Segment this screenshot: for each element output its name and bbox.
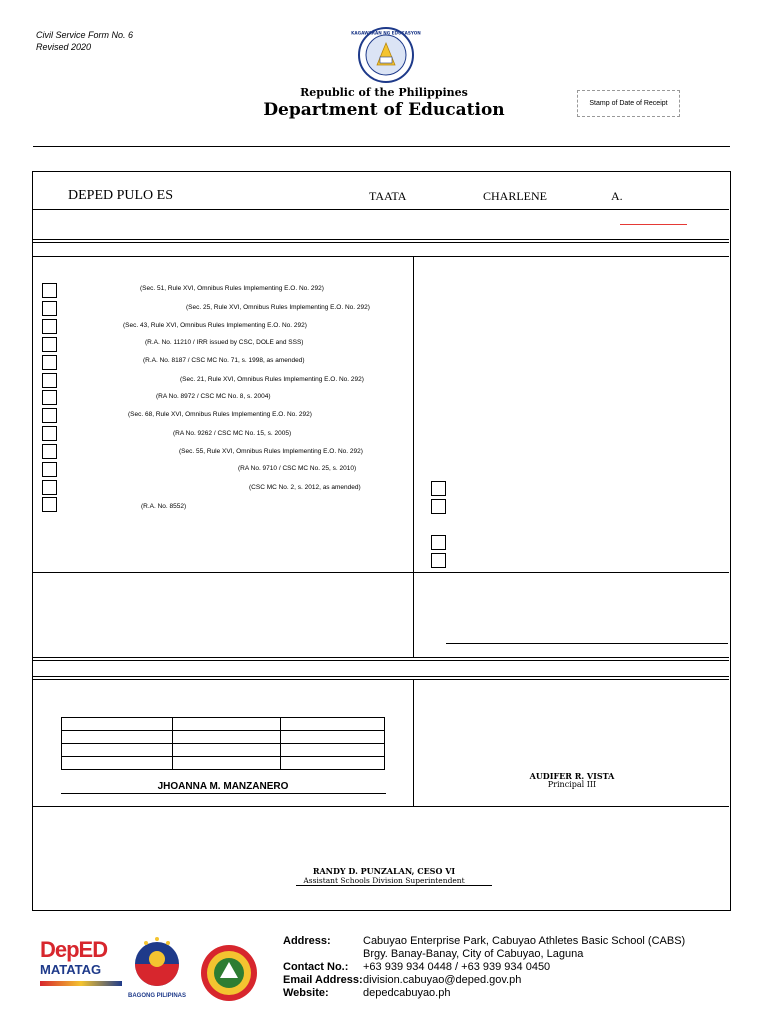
- leave-detail-checkbox[interactable]: [431, 535, 446, 550]
- row-divider: [33, 209, 729, 210]
- leave-type-checkbox[interactable]: [42, 337, 57, 352]
- table-cell: [62, 744, 173, 757]
- salary-underline: [620, 224, 687, 225]
- deped-logo-text: DepED: [40, 937, 108, 962]
- asds-signature-line: [296, 885, 492, 886]
- row-divider: [33, 242, 729, 243]
- email-link[interactable]: division.cabuyao@deped.gov.ph: [363, 974, 522, 986]
- hr-signature-line: [61, 793, 386, 794]
- leave-type-checkbox[interactable]: [42, 373, 57, 388]
- row-divider: [33, 572, 729, 573]
- address-label: Address:: [283, 935, 331, 947]
- revised-text: Revised 2020: [36, 42, 92, 52]
- form-number: [36, 29, 133, 53]
- contact-value: +63 939 934 0448 / +63 939 934 0450: [363, 961, 551, 973]
- asds-title: Assistant Schools Division Superintendent: [303, 876, 465, 885]
- table-cell: [281, 718, 385, 731]
- table-cell: [281, 731, 385, 744]
- table-cell: [281, 744, 385, 757]
- leave-type-checkbox[interactable]: [42, 426, 57, 441]
- address-line-1: Cabuyao Enterprise Park, Cabuyao Athletes Basic School (CABS): [363, 935, 686, 947]
- office-value: DEPED PULO ES: [68, 188, 174, 203]
- table-cell: [62, 718, 173, 731]
- row-divider: [33, 239, 729, 240]
- principal-title: Principal III: [547, 780, 597, 789]
- leave-detail-checkbox[interactable]: [431, 481, 446, 496]
- leave-legal-ref: (R.A. No. 8552): [141, 503, 187, 510]
- receipt-stamp-box: [577, 90, 680, 117]
- form-no-text: Civil Service Form No. 6: [36, 30, 134, 40]
- header-divider: [33, 146, 730, 147]
- leave-type-checkbox[interactable]: [42, 355, 57, 370]
- applicant-signature-line: [446, 643, 728, 644]
- deped-matatag-logo: [40, 938, 126, 998]
- leave-legal-ref: (RA No. 8972 / CSC MC No. 8, s. 2004): [156, 393, 271, 400]
- row-divider: [33, 660, 729, 661]
- middle-initial-value: A.: [611, 189, 623, 203]
- department-heading: Department of Education: [263, 100, 505, 120]
- leave-legal-ref: (RA No. 9710 / CSC MC No. 25, s. 2010): [238, 465, 357, 472]
- leave-legal-ref: (R.A. No. 8187 / CSC MC No. 71, s. 1998, as amended): [143, 357, 305, 364]
- table-cell: [62, 757, 173, 770]
- leave-credits-table: [61, 717, 385, 770]
- deped-seal-icon: [344, 27, 428, 83]
- leave-legal-ref: (Sec. 43, Rule XVI, Omnibus Rules Implementing E.O. No. 292): [123, 322, 307, 329]
- leave-legal-ref: (Sec. 21, Rule XVI, Omnibus Rules Implementing E.O. No. 292): [180, 376, 364, 383]
- asds-name: RANDY D. PUNZALAN, CESO VI: [312, 866, 456, 876]
- bagong-pilipinas-logo: [124, 934, 190, 1002]
- leave-type-checkbox[interactable]: [42, 462, 57, 477]
- matatag-logo-text: MATATAG: [40, 962, 102, 977]
- row-divider: [33, 256, 729, 257]
- contact-label: Contact No.:: [283, 961, 349, 973]
- table-cell: [173, 718, 281, 731]
- leave-detail-checkbox[interactable]: [431, 499, 446, 514]
- seal-lettering: KAGAWARAN NG EDUKASYON: [351, 30, 421, 36]
- leave-detail-checkbox[interactable]: [431, 553, 446, 568]
- republic-heading: Republic of the Philippines: [300, 86, 468, 99]
- row-divider: [33, 657, 729, 658]
- leave-type-checkbox[interactable]: [42, 301, 57, 316]
- leave-type-checkbox[interactable]: [42, 283, 57, 298]
- stamp-label: Stamp of Date of Receipt: [589, 100, 668, 107]
- leave-type-checkbox[interactable]: [42, 497, 57, 512]
- last-name-value: TAATA: [369, 189, 407, 203]
- bagong-logo-text: BAGONG PILIPINAS: [127, 993, 186, 999]
- leave-legal-ref: (Sec. 68, Rule XVI, Omnibus Rules Implementing E.O. No. 292): [128, 411, 312, 418]
- leave-form: [32, 171, 731, 911]
- leave-type-checkbox[interactable]: [42, 319, 57, 334]
- division-seal-icon: [200, 944, 258, 1002]
- leave-type-checkbox[interactable]: [42, 390, 57, 405]
- hr-officer-name: JHOANNA M. MANZANERO: [157, 781, 289, 792]
- logo-stripe: [40, 981, 122, 986]
- leave-legal-ref: (RA No. 9262 / CSC MC No. 15, s. 2005): [173, 430, 292, 437]
- row-divider: [33, 806, 729, 807]
- principal-name: AUDIFER R. VISTA: [529, 771, 615, 781]
- website-label: Website:: [283, 987, 329, 999]
- column-divider: [413, 257, 414, 657]
- leave-legal-ref: (Sec. 55, Rule XVI, Omnibus Rules Implementing E.O. No. 292): [179, 448, 363, 455]
- row-divider: [33, 679, 729, 680]
- leave-legal-ref: (CSC MC No. 2, s. 2012, as amended): [249, 484, 361, 491]
- first-name-value: CHARLENE: [483, 189, 547, 203]
- table-cell: [62, 731, 173, 744]
- row-divider: [33, 676, 729, 677]
- table-cell: [173, 757, 281, 770]
- bagong-pilipinas-icon: [124, 934, 190, 988]
- leave-type-checkbox[interactable]: [42, 480, 57, 495]
- table-cell: [173, 731, 281, 744]
- leave-legal-ref: (R.A. No. 11210 / IRR issued by CSC, DOLE and SSS): [145, 339, 304, 346]
- email-label: Email Address:: [283, 974, 363, 986]
- address-line-2: Brgy. Banay-Banay, City of Cabuyao, Laguna: [363, 948, 584, 960]
- website-link[interactable]: depedcabuyao.ph: [363, 987, 451, 999]
- leave-type-checkbox[interactable]: [42, 444, 57, 459]
- leave-legal-ref: (Sec. 51, Rule XVI, Omnibus Rules Implementing E.O. No. 292): [140, 285, 324, 292]
- leave-type-checkbox[interactable]: [42, 408, 57, 423]
- table-cell: [281, 757, 385, 770]
- table-cell: [173, 744, 281, 757]
- leave-legal-ref: (Sec. 25, Rule XVI, Omnibus Rules Implementing E.O. No. 292): [186, 304, 370, 311]
